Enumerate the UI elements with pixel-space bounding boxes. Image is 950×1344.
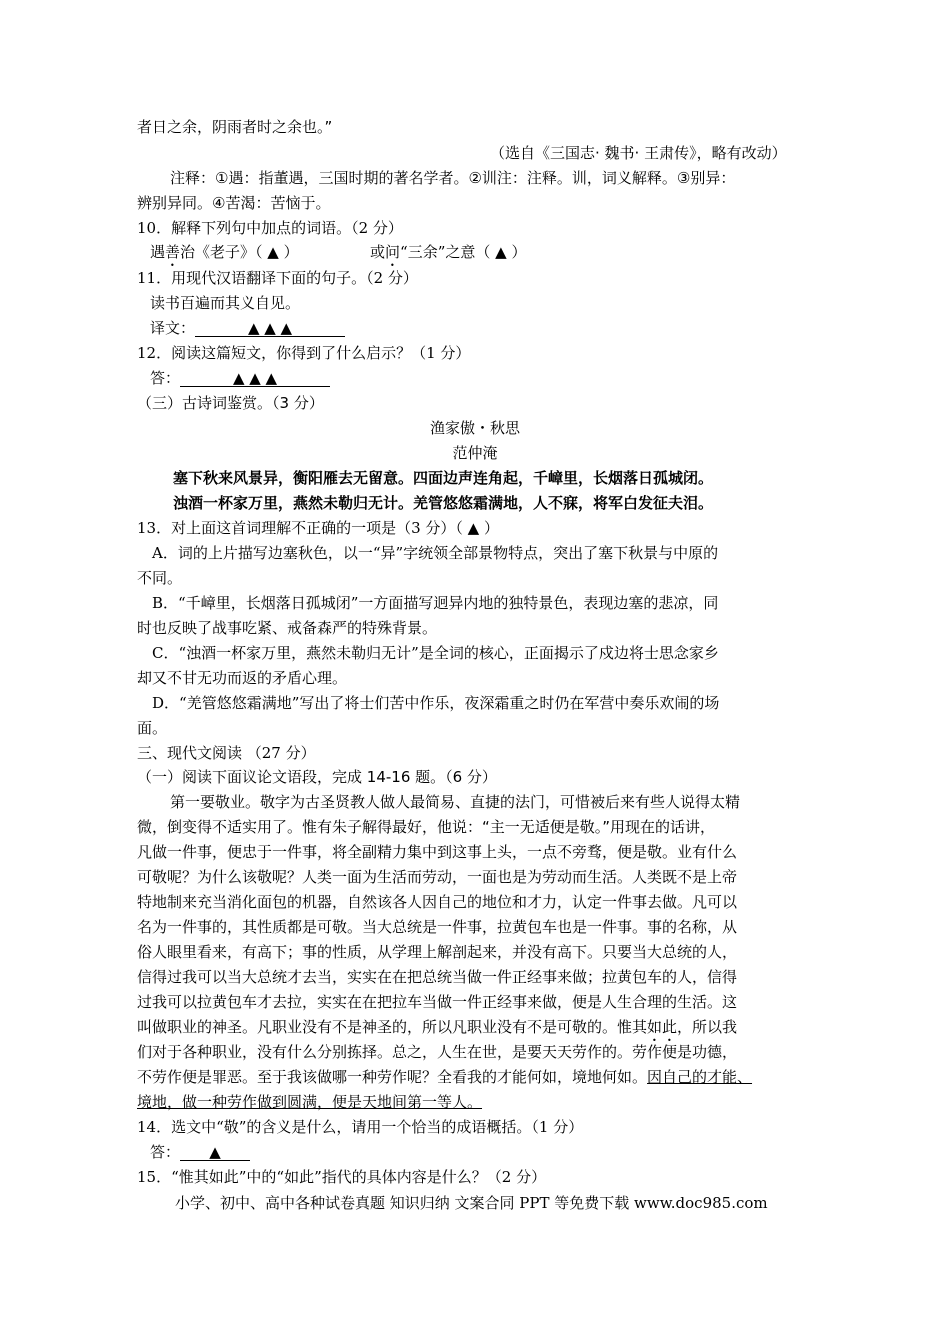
q10a-post: 治《老子》（ ▲ ） xyxy=(180,243,299,261)
answer-line xyxy=(150,1142,250,1162)
answer-blank[interactable]: ▲ xyxy=(180,1142,250,1161)
question-10-item xyxy=(370,242,526,270)
option-b-cont: 时也反映了战事吃紧、戒备森严的特殊背景。 xyxy=(137,619,438,637)
section-heading: （一）阅读下面议论文语段，完成 14-16 题。（6 分） xyxy=(137,768,497,786)
question-15: 15．“惟其如此”中的“如此”指代的具体内容是什么？（2 分） xyxy=(137,1168,547,1186)
annotation-line: 辨别异同。④苦渴：苦恼于。 xyxy=(137,194,331,212)
answer-blank[interactable]: ▲ ▲ ▲ xyxy=(180,368,330,387)
poem-line: 塞下秋来风景异，衡阳雁去无留意。四面边声连角起，千嶂里，长烟落日孤城闭。 xyxy=(173,469,714,487)
answer-label: 答： xyxy=(150,369,181,387)
text-line: 者日之余，阴雨者时之余也。” xyxy=(137,118,333,136)
question-11-sentence: 读书百遍而其义自见。 xyxy=(150,294,301,312)
passage-line: 过我可以拉黄包车才去拉，实实在在把拉车当做一件正经事来做，便是人生合理的生活。这 xyxy=(137,993,738,1011)
q10a-dot-word: 善 xyxy=(165,243,181,261)
page-footer: 小学、初中、高中各种试卷真题 知识归纳 文案合同 PPT 等免费下载 www.doc985.com xyxy=(175,1194,768,1212)
question-10: 10．解释下列句中加点的词语。（2 分） xyxy=(137,219,403,237)
poem-author: 范仲淹 xyxy=(452,444,498,462)
option-a: A．词的上片描写边塞秋色，以一“异”字统领全部景物特点，突出了塞下秋景与中原的 xyxy=(152,544,719,562)
option-c-cont: 却又不甘无功而返的矛盾心理。 xyxy=(137,669,348,687)
passage-line: 名为一件事的，其性质都是可敬。当大总统是一件事，拉黄包车也是一件事。事的名称，从 xyxy=(137,918,738,936)
underlined-sentence: 境地，做一种劳作做到圆满，便是天地间第一等人。 xyxy=(137,1093,483,1111)
answer-line xyxy=(150,368,330,388)
passage-line: 俗人眼里看来，有高下；事的性质，从学理上解剖起来，并没有高下。只要当大总统的人， xyxy=(137,943,738,961)
passage-text: 不劳作便是罪恶。至于我该做哪一种劳作呢？全看我的才能何如，境地何如。 xyxy=(137,1068,648,1086)
q10b-dot-word: 问 xyxy=(385,243,401,261)
annotation-line: 注释：①遇：指董遇，三国时期的著名学者。②训注：注释。训，词义解释。③别异： xyxy=(170,169,736,187)
answer-blank[interactable]: ▲ ▲ ▲ xyxy=(195,318,345,337)
poem-title: 渔家傲・秋思 xyxy=(429,419,520,437)
underlined-sentence: 因自己的才能、 xyxy=(647,1068,753,1086)
passage-line: 特地制来充当消化面包的机器，自然该各人因自己的地位和才力，认定一件事去做。凡可以 xyxy=(137,893,738,911)
poem-line: 浊酒一杯家万里，燕然未勒归无计。羌管悠悠霜满地，人不寐，将军白发征夫泪。 xyxy=(173,494,714,512)
option-c: C．“浊酒一杯家万里，燕然未勒归无计”是全词的核心，正面揭示了戍边将士思念家乡 xyxy=(152,644,719,662)
dotted-word: 此 xyxy=(662,1018,678,1036)
passage-text: 叫做职业的神圣。凡职业没有不是神圣的，所以凡职业没有不是可敬的。惟其 xyxy=(137,1018,648,1036)
option-a-cont: 不同。 xyxy=(137,569,183,587)
passage-line: 信得过我可以当大总统才去当，实实在在把总统当做一件正经事来做；拉黄包车的人，信得 xyxy=(137,968,738,986)
passage-line xyxy=(137,1067,752,1087)
dotted-word: 如 xyxy=(647,1018,663,1036)
option-d: D．“羌管悠悠霜满地”写出了将士们苦中作乐，夜深霜重之时仍在军营中奏乐欢闹的场 xyxy=(152,694,720,712)
question-14: 14．选文中“敬”的含义是什么，请用一个恰当的成语概括。（1 分） xyxy=(137,1118,584,1136)
option-d-cont: 面。 xyxy=(137,719,168,737)
answer-label: 答： xyxy=(150,1143,181,1161)
question-13: 13．对上面这首词理解不正确的一项是（3 分）（ ▲ ） xyxy=(137,519,499,537)
q10a-pre: 遇 xyxy=(150,243,166,261)
question-12: 12．阅读这篇短文，你得到了什么启示？（1 分） xyxy=(137,344,471,362)
passage-line xyxy=(137,1017,737,1045)
passage-line: 们对于各种职业，没有什么分别拣择。总之，人生在世，是要天天劳作的。劳作便是功德， xyxy=(137,1043,738,1061)
passage-line: 微，倒变得不适实用了。惟有朱子解得最好，他说：“主一无适便是敬。”用现在的话讲， xyxy=(137,818,716,836)
q10b-post: “三余”之意（ ▲ ） xyxy=(400,243,527,261)
source-citation: （选自《三国志· 魏书· 王肃传》，略有改动） xyxy=(490,144,787,162)
question-10-item xyxy=(150,242,299,270)
passage-line: 可敬呢？为什么该敬呢？人类一面为生活而劳动，一面也是为劳动而生活。人类既不是上帝 xyxy=(137,868,738,886)
option-b: B．“千嶂里，长烟落日孤城闭”一方面描写迥异内地的独特景色，表现边塞的悲凉，同 xyxy=(152,594,719,612)
q10b-pre: 或 xyxy=(370,243,386,261)
answer-line xyxy=(150,318,345,338)
passage-line: 第一要敬业。敬字为古圣贤教人做人最简易、直捷的法门，可惜被后来有些人说得太精 xyxy=(170,793,741,811)
passage-text: ，所以我 xyxy=(677,1018,738,1036)
question-11: 11．用现代汉语翻译下面的句子。（2 分） xyxy=(137,269,418,287)
answer-label: 译文： xyxy=(150,319,196,337)
section-heading: （三）古诗词鉴赏。（3 分） xyxy=(137,394,324,412)
part-heading: 三、现代文阅读 （27 分） xyxy=(137,744,316,762)
passage-line: 凡做一件事，便忠于一件事，将全副精力集中到这事上头，一点不旁骛，便是敬。业有什么 xyxy=(137,843,738,861)
